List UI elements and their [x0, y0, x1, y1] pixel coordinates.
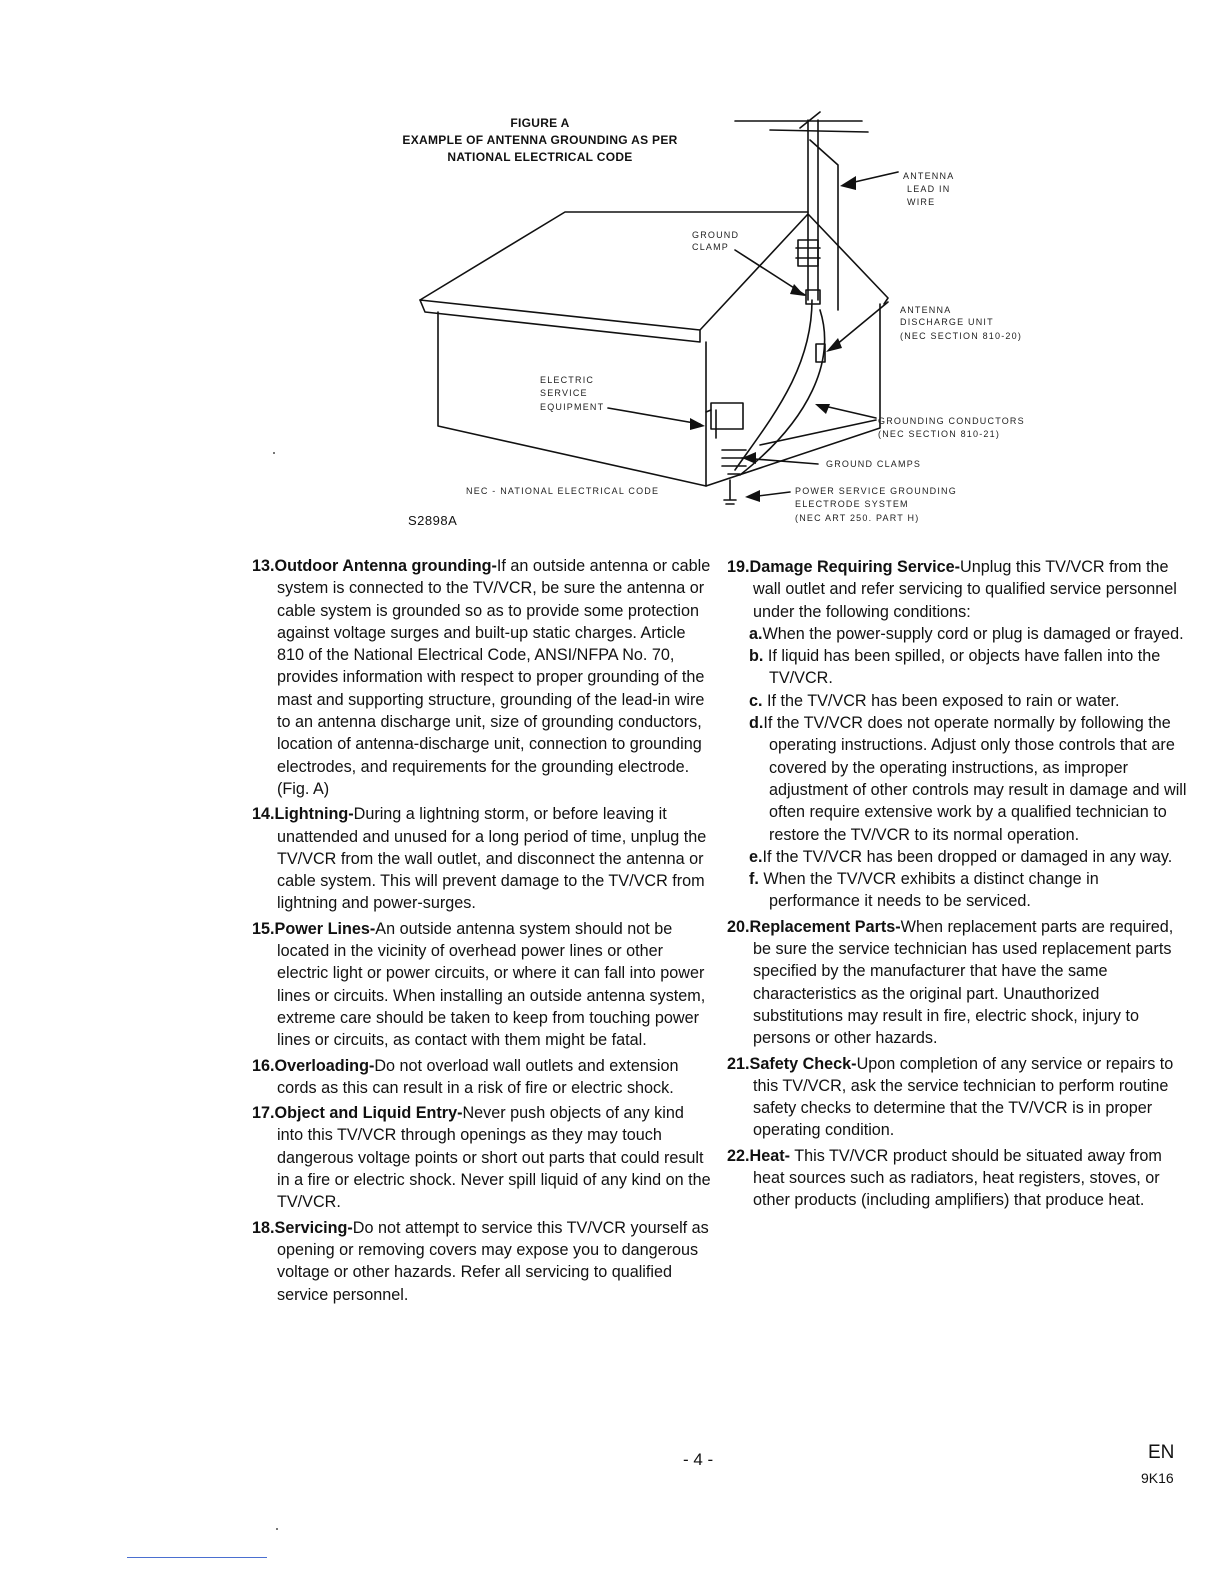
- label-antenna-lead-1: ANTENNA: [903, 171, 955, 181]
- item-text: Unplug this TV/VCR from the wall outlet and refer servicing to qualified service personnel under the following conditions:: [753, 558, 1177, 621]
- label-electric-3: EQUIPMENT: [540, 402, 605, 412]
- condition-d: [727, 712, 1187, 846]
- label-power-3: (NEC ART 250. PART H): [795, 513, 920, 523]
- item-title: Power Lines-: [274, 919, 376, 938]
- left-column: [252, 555, 712, 1309]
- condition-c: [727, 690, 1187, 712]
- label-electric-2: SERVICE: [540, 388, 588, 398]
- safety-item-18: [252, 1217, 712, 1306]
- safety-item-17: [252, 1102, 712, 1213]
- condition-b: [727, 645, 1187, 690]
- language-code: EN: [1148, 1442, 1175, 1463]
- item-text: This TV/VCR product should be situated away from heat sources such as radiators, heat registers, stoves, or other products (including amplifiers) that produce heat.: [753, 1146, 1162, 1210]
- safety-item-15: [252, 918, 712, 1052]
- item-title: Lightning-: [274, 805, 354, 824]
- label-ground-clamp-2: CLAMP: [692, 242, 730, 252]
- model-code: 9K16: [1141, 1470, 1174, 1486]
- label-antenna-lead-2: LEAD IN: [907, 184, 951, 194]
- scan-speck: [276, 1528, 278, 1530]
- item-text: During a lightning storm, or before leaving it unattended and unused for a long period of time, unplug the TV/VCR from the wall outlet, and disconnect the antenna or cable system. This will prevent damage to the TV/VCR from lightning and power-surges.: [277, 805, 707, 913]
- ground-clamps: [722, 450, 746, 474]
- item-number: 21.: [727, 1054, 750, 1073]
- item-number: 13.: [252, 557, 275, 575]
- label-discharge-3: (NEC SECTION 810-20): [900, 331, 1023, 341]
- condition-a: [727, 623, 1187, 645]
- antenna-top: [735, 121, 868, 310]
- label-discharge-2: DISCHARGE UNIT: [900, 317, 994, 327]
- house-roof: [420, 212, 808, 300]
- condition-letter: b.: [749, 647, 764, 666]
- label-conductors-1: GROUNDING CONDUCTORS: [878, 416, 1025, 426]
- condition-letter: f.: [749, 870, 759, 889]
- condition-f: [727, 868, 1187, 913]
- figure-code: S2898A: [408, 513, 458, 528]
- label-ground-clamps: GROUND CLAMPS: [826, 459, 922, 469]
- item-text: Do not attempt to service this TV/VCR yourself as opening or removing covers may expose you to dangerous voltage or other hazards. Refer all servicing to qualified service personnel.: [277, 1218, 709, 1304]
- condition-text: If the TV/VCR does not operate normally by following the operating instructions. Adjust only those controls that are covered by the operating instructions, as improper adjustment of other controls may result in damage and will often require extensive work by a qualified technician to restore the TV/VCR to its normal operation.: [763, 714, 1187, 844]
- safety-item-16: [252, 1055, 712, 1100]
- house-roof-edge: [420, 300, 700, 342]
- item-text: Do not overload wall outlets and extension cords as this can result in a risk of fire or electric shock.: [277, 1056, 679, 1097]
- item-title: Damage Requiring Service-: [749, 558, 961, 576]
- scan-speck: [273, 452, 275, 454]
- item-number: 22.: [727, 1146, 750, 1165]
- figure-title-line3: NATIONAL ELECTRICAL CODE: [447, 150, 633, 164]
- condition-text: When the power-supply cord or plug is damaged or frayed.: [762, 624, 1184, 643]
- label-conductors-2: (NEC SECTION 810-21): [878, 429, 1001, 439]
- item-title: Replacement Parts-: [749, 917, 901, 936]
- safety-item-20: [727, 916, 1187, 1050]
- item-text: If an outside antenna or cable system is connected to the TV/VCR, be sure the antenna or cable system is grounded so as to provide some protection against voltage surges and built-up static charges. Article 810 of the National Electrical Code, ANSI/NFPA No. 70, provides information with respect to proper grounding of the mast and supporting structure, grounding of the lead-in wire to an antenna discharge unit, size of grounding conductors, location of antenna-discharge unit, connection to grounding electrodes, and requirements for the grounding electrode. (Fig. A): [277, 557, 711, 798]
- item-title: Overloading-: [274, 1056, 375, 1075]
- item-number: 14.: [252, 805, 275, 824]
- label-power-2: ELECTRODE SYSTEM: [795, 499, 909, 509]
- item-title: Servicing-: [274, 1218, 353, 1237]
- item-title: Outdoor Antenna grounding-: [274, 557, 497, 575]
- item-title: Object and Liquid Entry-: [274, 1104, 463, 1123]
- safety-item-19: [727, 556, 1187, 623]
- label-antenna-lead-3: WIRE: [907, 197, 936, 207]
- condition-letter: a.: [749, 624, 763, 643]
- item-number: 20.: [727, 917, 750, 936]
- item-number: 18.: [252, 1218, 275, 1237]
- condition-text: When the TV/VCR exhibits a distinct change in performance it needs to be serviced.: [758, 870, 1099, 911]
- item-number: 17.: [252, 1104, 275, 1123]
- item-number: 15.: [252, 919, 275, 938]
- item-title: Safety Check-: [749, 1054, 857, 1073]
- figure-title-line1: FIGURE A: [510, 116, 570, 130]
- condition-letter: e.: [749, 847, 763, 866]
- right-column: [727, 556, 1187, 1215]
- item-number: 19.: [727, 558, 750, 576]
- item-text: Upon completion of any service or repairs to this TV/VCR, ask the service technician to perform routine safety checks to determine that the TV/VCR is in proper operating condition.: [753, 1054, 1174, 1140]
- antenna-grounding-diagram: [0, 0, 1224, 540]
- condition-letter: d.: [749, 714, 764, 733]
- item-title: Heat-: [749, 1146, 790, 1165]
- ground-rod: [724, 480, 736, 504]
- label-electric-1: ELECTRIC: [540, 375, 595, 385]
- safety-item-14: [252, 803, 712, 914]
- label-discharge-1: ANTENNA: [900, 305, 952, 315]
- item-text: Never push objects of any kind into this TV/VCR through openings as they may touch dangerous voltage points or short out parts that could result in a fire or electric shock. Never spill liquid of any kind on the TV/VCR.: [277, 1104, 711, 1212]
- safety-item-13: [252, 555, 712, 800]
- antenna-mast: [808, 120, 818, 300]
- safety-item-22: [727, 1145, 1187, 1212]
- condition-text: If the TV/VCR has been exposed to rain or water.: [762, 691, 1120, 710]
- condition-letter: c.: [749, 691, 763, 710]
- label-nec: NEC - NATIONAL ELECTRICAL CODE: [466, 486, 660, 496]
- safety-item-21: [727, 1053, 1187, 1142]
- item-text: When replacement parts are required, be sure the service technician has used replacement parts specified by the manufacturer that have the same characteristics as the original part. Unauthorized substitutions may result in fire, electric shock, injury to persons or other hazards.: [753, 917, 1174, 1048]
- scan-artifact-line: [127, 1557, 267, 1558]
- figure-title-line2: EXAMPLE OF ANTENNA GROUNDING AS PER: [402, 133, 678, 147]
- item-text: An outside antenna system should not be located in the vicinity of overhead power lines or other electric light or power circuits, or where it can fall into power lines or circuits. When installing an outside antenna system, extreme care should be taken to keep from touching power lines or circuits, as contact with them might be fatal.: [277, 919, 706, 1050]
- page-number: - 4 -: [683, 1450, 714, 1469]
- condition-text: If the TV/VCR has been dropped or damaged in any way.: [762, 847, 1173, 866]
- condition-text: If liquid has been spilled, or objects have fallen into the TV/VCR.: [763, 647, 1161, 688]
- condition-e: [727, 846, 1187, 868]
- label-ground-clamp-1: GROUND: [692, 230, 740, 240]
- item-number: 16.: [252, 1056, 275, 1075]
- label-power-1: POWER SERVICE GROUNDING: [795, 486, 957, 496]
